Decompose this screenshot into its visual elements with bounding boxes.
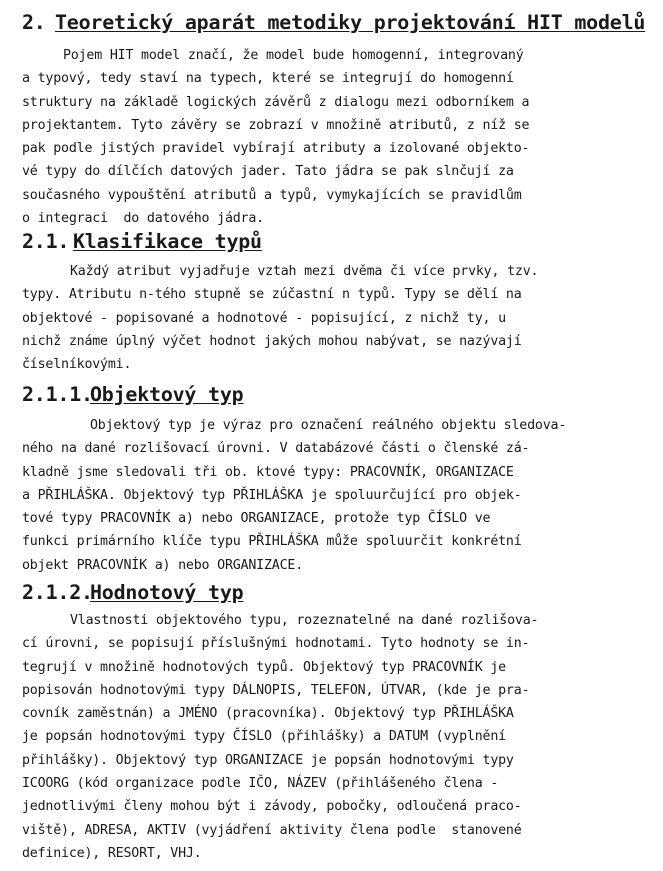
section-title: Klasifikace typů (73, 229, 262, 253)
text-line: tegrují v množině hodnotových typů. Objektový typ PRACOVNÍK je (22, 659, 506, 675)
section-paragraph (0, 609, 663, 865)
section-number: 2.1.2. (22, 580, 93, 604)
text-line: vé typy do dílčích datových jader. Tato jádra se pak slnčují za (22, 164, 514, 180)
text-line: o integraci do datového jádra. (22, 211, 264, 227)
section-number: 2. (22, 10, 46, 34)
text-line: ICOORG (kód organizace podle IČO, NÁZEV (přihlášeného člena - (22, 776, 499, 792)
text-line: objektové - popisované a hodnotové - popisující, z nichž ty, u (22, 310, 506, 326)
text-line: Každý atribut vyjadřuje vztah mezi dvěma či více prvky, tzv. (70, 264, 539, 279)
text-line: a typový, tedy staví na typech, které se integrují do homogenní (22, 71, 514, 87)
text-line: projektantem. Tyto závěry se zobrazí v množině atributů, z níž se (22, 117, 530, 133)
text-line: kladně jsme sledovali tři ob. ktové typy: PRACOVNÍK, ORGANIZACE (22, 464, 514, 480)
section-title: Objektový typ (90, 382, 244, 406)
section-title: Teoretický aparát metodiky projektování HIT modelů (55, 10, 646, 34)
section-2 (0, 12, 663, 230)
text-line: ného na dané rozlišovací úrovni. V databázové části o členské zá- (22, 441, 530, 457)
text-line: jednotlivými členy mohou být i závody, pobočky, odloučená praco- (22, 799, 522, 815)
text-line: pak podle jistých pravidel vybírají atributy a izolované objekto- (22, 141, 530, 157)
text-line: funkci primárního klíče typu PŘIHLÁŠKA může spoluurčit konkrétní (22, 534, 522, 550)
section-heading (0, 12, 663, 32)
section-number: 2.1.1. (22, 382, 93, 406)
section-heading (0, 384, 663, 404)
section-2-1-1 (0, 384, 663, 577)
text-line: viště), ADRESA, AKTIV (vyjádření aktivity člena podle stanovené (22, 822, 522, 838)
section-paragraph (0, 260, 663, 376)
section-heading (0, 231, 663, 251)
text-line: popisován hodnotovými typy DÁLNOPIS, TELEFON, ÚTVAR, (kde je pra- (22, 682, 530, 698)
text-line: tové typy PRACOVNÍK a) nebo ORGANIZACE, protože typ ČÍSLO ve (22, 511, 491, 527)
section-2-1-2 (0, 582, 663, 865)
text-line: typy. Atributu n-tého stupně se zúčastní n typů. Typy se dělí na (22, 287, 522, 303)
section-paragraph (0, 414, 663, 577)
section-paragraph (0, 44, 663, 230)
text-line: a PŘIHLÁŠKA. Objektový typ PŘIHLÁŠKA je spoluurčující pro objek- (22, 487, 522, 503)
text-line: současného vypouštění atributů a typů, vymykajících se pravidlům (22, 187, 522, 203)
text-line: Vlastnosti objektového typu, rozeznatelné na dané rozlišova- (70, 613, 539, 628)
text-line: objekt PRACOVNÍK a) nebo ORGANIZACE. (22, 557, 303, 573)
text-line: je popsán hodnotovými typy ČÍSLO (přihlášky) a DATUM (vyplnění (22, 729, 506, 745)
section-heading (0, 582, 663, 602)
text-line: číselníkovými. (22, 357, 132, 373)
text-line: Objektový typ je výraz pro označení reálného objektu sledova- (90, 418, 567, 433)
text-line: definice), RESORT, VHJ. (22, 845, 202, 861)
text-line: přihlášky). Objektový typ ORGANIZACE je popsán hodnotovými typy (22, 752, 514, 768)
section-title: Hodnotový typ (90, 580, 244, 604)
section-number: 2.1. (22, 229, 70, 253)
text-line: Pojem HIT model značí, že model bude homogenní, integrovaný (63, 48, 524, 63)
text-line: nichž známe úplný výčet hodnot jakých mohou nabývat, se nazývají (22, 333, 522, 349)
text-line: cí úrovni, se popisují příslušnými hodnotami. Tyto hodnoty se in- (22, 636, 530, 652)
text-line: struktury na základě logických závěrů z dialogu mezi odborníkem a (22, 94, 530, 110)
text-line: covník zaměstnán) a JMÉNO (pracovníka). Objektový typ PŘIHLÁŠKA (22, 706, 514, 722)
section-2-1 (0, 231, 663, 376)
